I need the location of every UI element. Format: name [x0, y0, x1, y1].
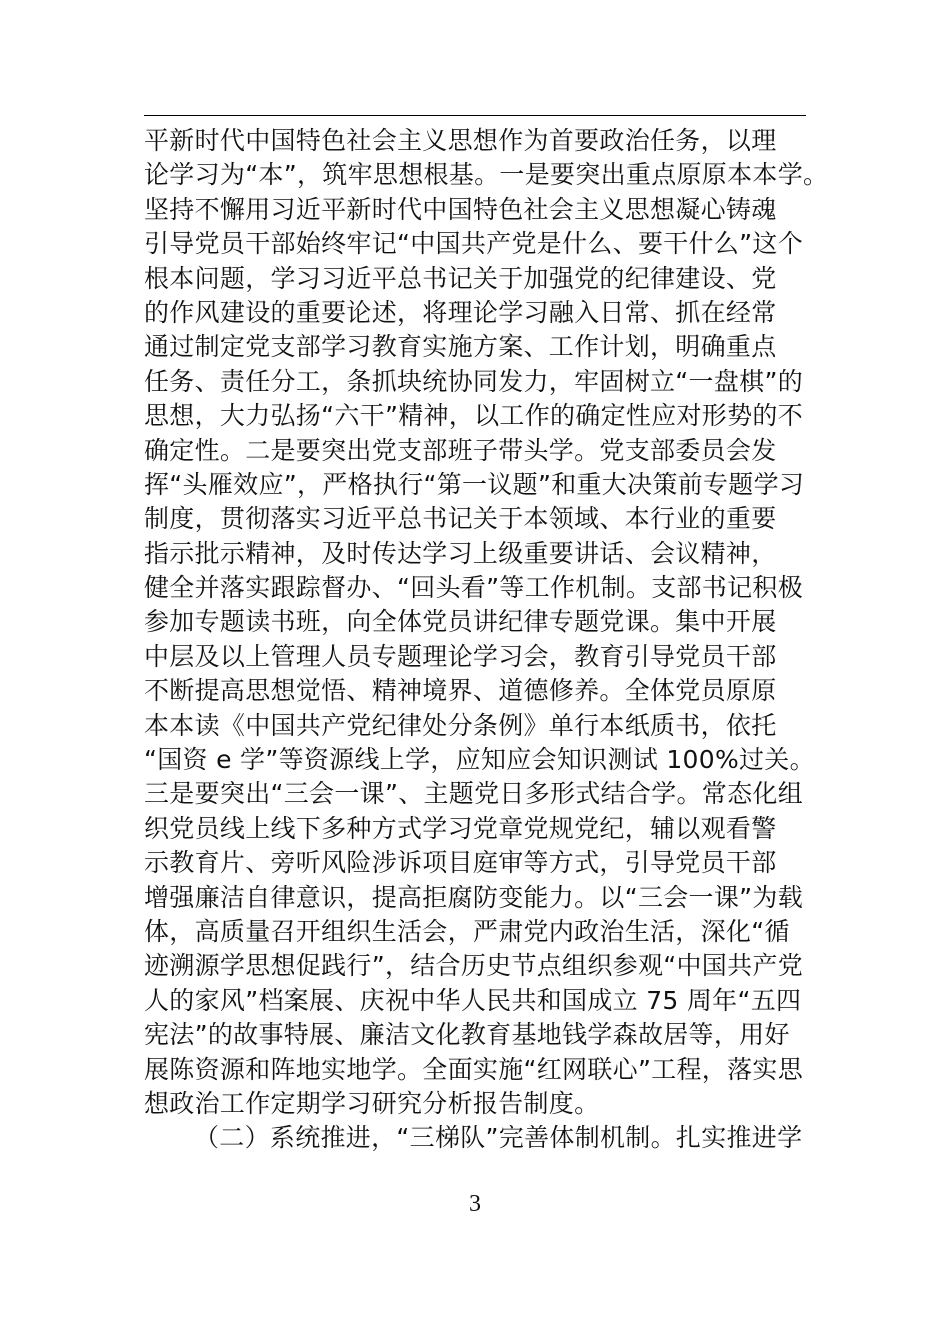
text-line: 挥“头雁效应”，严格执行“第一议题”和重大决策前专题学习	[144, 469, 805, 499]
text-line: 三是要突出“三会一课”、主题党日多形式结合学。常态化组	[144, 779, 804, 809]
text-line: “国资 e 学”等资源线上学，应知应会知识测试 100%过关。	[144, 745, 815, 775]
text-line: 参加专题读书班，向全体党员讲纪律专题党课。集中开展	[144, 607, 777, 637]
text-line: 迹溯源学思想促践行”，结合历史节点组织参观“中国共产党	[144, 951, 804, 981]
body-text	[144, 124, 829, 1156]
text-line: 论学习为“本”，筑牢思想根基。一是要突出重点原原本本学。	[144, 160, 829, 190]
text-line: 增强廉洁自律意识，提高拒腐防变能力。以“三会一课”为载	[144, 882, 804, 912]
text-line: 示教育片、旁听风险涉诉项目庭审等方式，引导党员干部	[144, 848, 777, 878]
text-line: 思想，大力弘扬“六干”精神，以工作的确定性应对形势的不	[144, 401, 804, 431]
text-line: 中层及以上管理人员专题理论学习会，教育引导党员干部	[144, 641, 777, 671]
section-heading-line: （二）系统推进，“三梯队”完善体制机制。扎实推进学	[194, 1123, 803, 1153]
text-line: 指示批示精神，及时传达学习上级重要讲话、会议精神，	[144, 538, 777, 568]
text-line: 展陈资源和阵地实地学。全面实施“红网联心”工程，落实思	[144, 1054, 804, 1084]
text-line: 的作风建设的重要论述，将理论学习融入日常、抓在经常	[144, 297, 777, 327]
text-line: 平新时代中国特色社会主义思想作为首要政治任务，以理	[144, 126, 777, 155]
text-line: 确定性。二是要突出党支部班子带头学。党支部委员会发	[144, 435, 777, 465]
text-line: 人的家风”档案展、庆祝中华人民共和国成立 75 周年“五四	[144, 985, 802, 1015]
header-rule	[144, 115, 806, 116]
text-line: 不断提高思想觉悟、精神境界、道德修养。全体党员原原	[144, 676, 777, 706]
text-line: 想政治工作定期学习研究分析报告制度。	[144, 1088, 600, 1118]
text-line: 宪法”的故事特展、廉洁文化教育基地钱学森故居等，用好	[144, 1020, 790, 1050]
page-number: 3	[469, 1191, 481, 1217]
text-line: 制度，贯彻落实习近平总书记关于本领域、本行业的重要	[144, 504, 777, 534]
text-line: 体，高质量召开组织生活会，严肃党内政治生活，深化“循	[144, 916, 790, 946]
text-line: 健全并落实跟踪督办、“回头看”等工作机制。支部书记积极	[144, 573, 804, 603]
text-line: 织党员线上线下多种方式学习党章党规党纪，辅以观看警	[144, 813, 777, 843]
text-line: 引导党员干部始终牢记“中国共产党是什么、要干什么”这个	[144, 229, 804, 259]
text-line: 任务、责任分工，条抓块统协同发力，牢固树立“一盘棋”的	[144, 366, 804, 396]
text-line: 本本读《中国共产党纪律处分条例》单行本纸质书，依托	[144, 710, 777, 740]
text-line: 坚持不懈用习近平新时代中国特色社会主义思想凝心铸魂	[144, 194, 777, 224]
text-line: 通过制定党支部学习教育实施方案、工作计划，明确重点	[144, 332, 777, 362]
text-line: 根本问题，学习习近平总书记关于加强党的纪律建设、党	[144, 263, 777, 293]
